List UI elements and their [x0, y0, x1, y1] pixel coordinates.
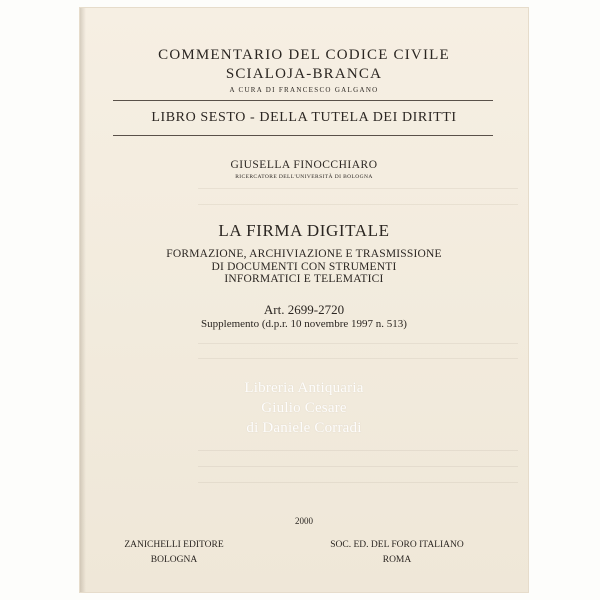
bottom-divider	[113, 135, 493, 136]
publication-year: 2000	[295, 516, 313, 526]
bleed-through-line	[198, 482, 518, 483]
publisher-left-name: ZANICHELLI EDITORE	[124, 540, 224, 550]
stamp-line1: Libreria Antiquaria	[244, 380, 364, 396]
work-subtitle	[80, 248, 528, 286]
series-title-line1: COMMENTARIO DEL CODICE CIVILE	[158, 47, 450, 63]
publisher-right	[302, 538, 492, 568]
bookseller-stamp	[80, 378, 528, 438]
stamp-line3: di Daniele Corradi	[246, 420, 362, 436]
stamp-line2: Giulio Cesare	[261, 400, 347, 416]
subtitle-line3: INFORMATICI E TELEMATICI	[224, 273, 384, 285]
series-title	[80, 46, 528, 84]
publisher-left-city: BOLOGNA	[150, 555, 198, 565]
publisher-right-name: SOC. ED. DEL FORO ITALIANO	[330, 540, 464, 550]
supplement-note: Supplemento (d.p.r. 10 novembre 1997 n. 513)	[201, 318, 407, 330]
publisher-right-city: ROMA	[382, 555, 412, 565]
series-curator: A CURA DI FRANCESCO GALGANO	[229, 86, 379, 94]
bleed-through-line	[198, 466, 518, 467]
title-page	[80, 8, 528, 592]
work-title: LA FIRMA DIGITALE	[218, 221, 390, 240]
subtitle-line1: FORMAZIONE, ARCHIVIAZIONE E TRASMISSIONE	[166, 248, 442, 260]
book-title: LIBRO SESTO - DELLA TUTELA DEI DIRITTI	[151, 110, 457, 125]
bleed-through-line	[198, 343, 518, 344]
bleed-through-line	[198, 204, 518, 205]
bleed-through-line	[198, 358, 518, 359]
author-role: RICERCATORE DELL'UNIVERSITÀ DI BOLOGNA	[235, 174, 373, 180]
top-divider	[113, 100, 493, 101]
bleed-through-line	[198, 450, 518, 451]
article-range: Art. 2699-2720	[263, 302, 345, 317]
subtitle-line2: DI DOCUMENTI CON STRUMENTI	[211, 260, 397, 273]
spine-shadow	[80, 8, 86, 592]
publisher-left	[114, 538, 234, 568]
author-name: GIUSELLA FINOCCHIARO	[230, 159, 378, 171]
bleed-through-line	[198, 188, 518, 189]
series-title-line2: SCIALOJA-BRANCA	[225, 66, 383, 82]
